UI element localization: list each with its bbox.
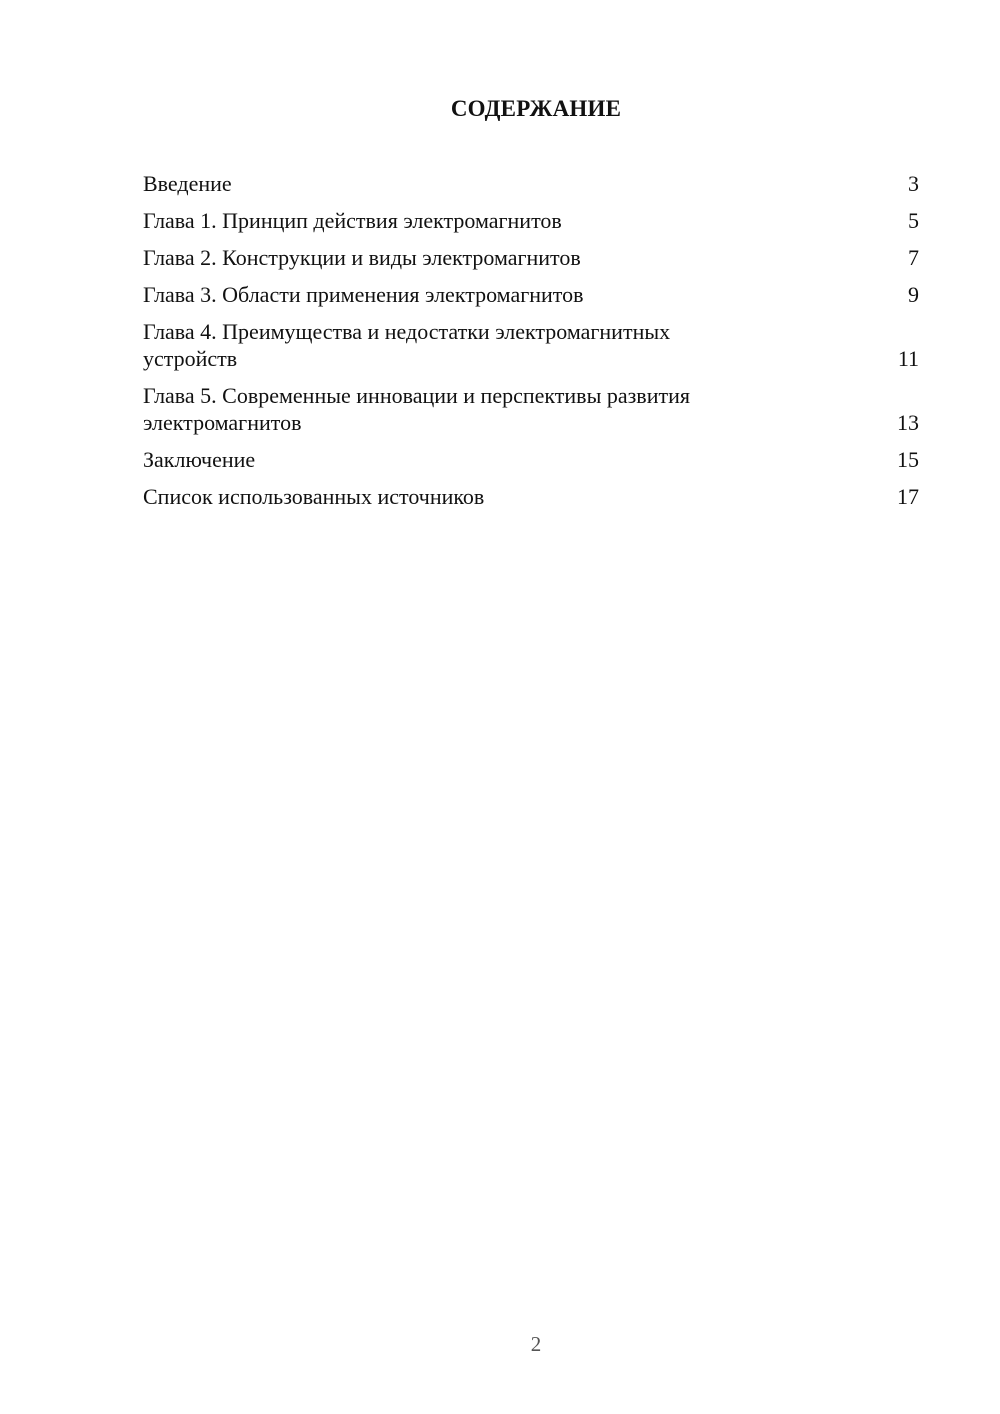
page-title: СОДЕРЖАНИЕ — [450, 96, 622, 121]
toc-entry-title: Заключение — [143, 447, 256, 472]
toc-entry-chapter-1 — [143, 207, 919, 234]
toc-entry-page: 7 — [908, 245, 919, 270]
toc-entry-page: 13 — [897, 410, 919, 435]
toc-entry-chapter-3 — [143, 281, 919, 308]
toc-entry-chapter-5 — [143, 382, 919, 436]
toc-entry-title: Глава 3. Области применения электромагнитов — [143, 282, 584, 307]
toc-entry-title: Список использованных источников — [143, 484, 485, 509]
toc-entry-page: 17 — [897, 484, 919, 509]
toc-entry-title: Глава 5. Современные инновации и перспективы развития электромагнитов — [143, 383, 690, 435]
toc-entry-page: 3 — [908, 171, 919, 196]
toc-entry-page: 11 — [897, 346, 919, 371]
toc-entry-conclusion — [143, 446, 919, 473]
toc-entry-page: 15 — [897, 447, 919, 472]
toc-entry-introduction — [143, 170, 919, 197]
toc-entry-title: Введение — [143, 171, 232, 196]
toc-entry-chapter-2 — [143, 244, 919, 271]
table-of-contents — [143, 170, 919, 520]
toc-entry-references — [143, 483, 919, 510]
toc-entry-page: 9 — [908, 282, 919, 307]
toc-entry-title: Глава 4. Преимущества и недостатки электромагнитных устройств — [143, 319, 671, 371]
page-number: 2 — [530, 1332, 542, 1356]
toc-entry-page: 5 — [908, 208, 919, 233]
toc-entry-title: Глава 2. Конструкции и виды электромагнитов — [143, 245, 581, 270]
toc-entry-chapter-4 — [143, 318, 919, 372]
toc-entry-title: Глава 1. Принцип действия электромагнитов — [143, 208, 562, 233]
